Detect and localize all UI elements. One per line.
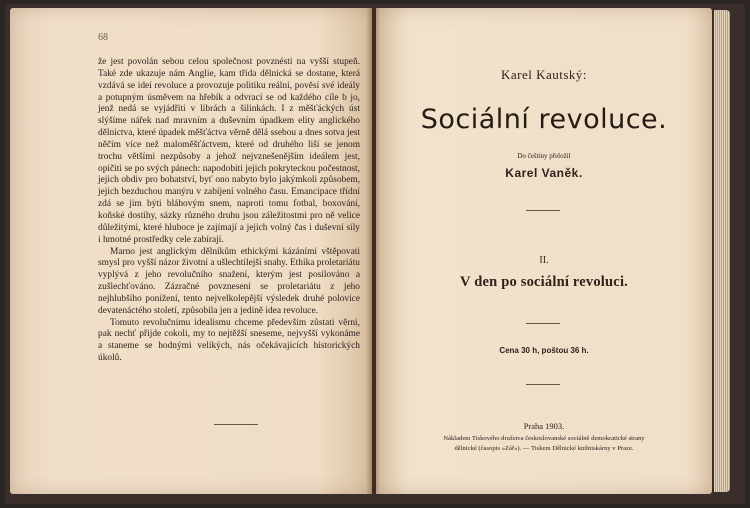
- paragraph-1: že jest povolán sebou celou společnost povznésti na vyšší stupeň. Také zde ukazuje nám Anglie, kam třída dělnická se dostane, která vzdává se ideí revoluce a provozuje politiku reální, pověsí své ideály a potupným úsměvem na hřebík a odvrací se od každého cíle b jo, jenž nedá se vyjádřiti v librách a šilinkách. I z měšťáckých úst slýšíme nářek nad mravním a duševním úpadkem elity anglického dělnictva, které úpadek měšťáctva věrně dělá ssebou a dnes sotva jest něčím více než maloměšťáctvem, které od druhého liší se jenom trochu většími nezpůsoby a jehož nejvznešenějším ideálem jest, opičiti se po svých pánech: napodobiti jejich pokryteckou počestnost, jejich obdiv pro bohatství, byť ono nabyto bylo jakýmkoli způsobem, jejich bezduchou manýru v zabíjení volného času. Emancipace třídní zdá se jim býti bláhovým snem, naproti tomu fotbal, boxování, koňské dostihy, sázky různého druhu jsou záležitostmi pro ně velice důležitými, které hluboce je zajímají a jejich volný čas i duševní síly i hmotné prostředky cele zabírají.: [98, 57, 360, 245]
- page-number: 68: [98, 32, 108, 43]
- paragraph-2: Marno jest anglickým dělníkům ethickými kázáními vštěpovati smysl pro vyšší názor životní a ušlechtilejší snahy. Ethika proletariátu vyplývá z jeho revolučního snažení, kterým jest posilováno a zušlechťováno. Zázračné povznesení se proletariátu z jeho nejhlubšího ponížení, tento nejvelkolepější výsledek druhé polovice devatenáctého století, způsobila jen a jedině idea revoluce.: [98, 246, 360, 316]
- price-line: Cena 30 h, poštou 36 h.: [499, 346, 589, 355]
- divider-rule: [526, 210, 560, 211]
- author-name: Karel Kautský:: [500, 67, 588, 82]
- translation-note: Do češtiny přeložil: [517, 152, 571, 160]
- book-title: Sociální revoluce.: [420, 104, 668, 135]
- part-number: II.: [539, 255, 549, 266]
- publisher-imprint: [376, 434, 712, 453]
- page-edges: [714, 10, 730, 492]
- imprint-line: dělnické (časopis »Zář«). — Tiskem Dělnické knihtiskárny v Praze.: [454, 444, 634, 452]
- divider-rule: [526, 323, 560, 324]
- paragraph-3: Tomuto revolučnímu idealismu chceme především zůstati věrni, pak nechť přijde cokoli, my to nejtěžší sneseme, nejvyšší vykonáme a staneme se hodnými velikých, nás očekávajících historických úkolů.: [98, 317, 360, 364]
- left-page-text: [98, 57, 360, 365]
- end-rule: [214, 424, 258, 425]
- translator-name: Karel Vaněk.: [505, 166, 583, 180]
- part-subtitle: V den po sociální revoluci.: [459, 274, 628, 290]
- imprint-line: Nákladem Tiskového družstva českoslovanské sociálně demokratické strany: [443, 435, 645, 442]
- divider-rule: [526, 384, 560, 385]
- place-year: Praha 1903.: [523, 421, 565, 431]
